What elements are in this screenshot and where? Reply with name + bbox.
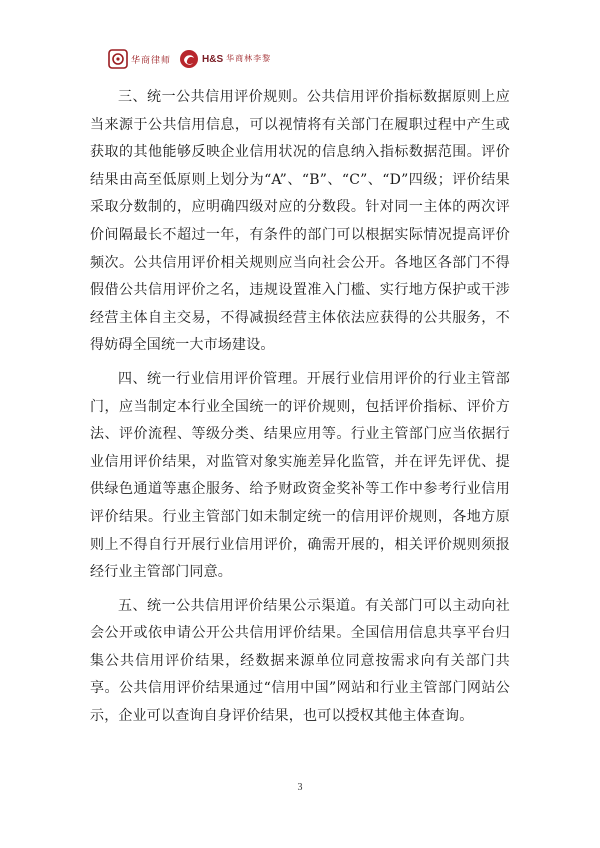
huashang-law-logo [108, 49, 171, 69]
huashang-logo-text: 华商律师 [131, 55, 172, 66]
huashang-seal-icon [108, 49, 128, 69]
hs-logo-sub-cn: 华商林李黎 [226, 54, 272, 63]
hs-swirl-icon [179, 49, 199, 69]
paragraph-unify-result-disclosure-channels: 五、统一公共信用评价结果公示渠道。有关部门可以主动向社会公开或依申请公开公共信用评价结果。全国信用信息共享平台归集公共信用评价结果，经数据来源单位同意按需求向有关部门共享。公共信用评价结果通过“信用中国”网站和行业主管部门网站公示，企业可以查询自身评价结果，也可以授权其他主体查询。 [90, 597, 510, 725]
document-body [90, 84, 510, 737]
hs-logo [179, 49, 271, 69]
paragraph-unify-industry-credit-management: 四、统一行业信用评价管理。开展行业信用评价的行业主管部门，应当制定本行业全国统一的评价规则，包括评价指标、评价方法、评价流程、等级分类、结果应用等。行业主管部门应当依据行业信用评价结果，对监管对象实施差异化监管，并在评先评优、提供绿色通道等惠企服务、给予财政资金奖补等工作中参考行业信用评价结果。行业主管部门如未制定统一的信用评价规则，各地方原则上不得自行开展行业信用评价，确需开展的，相关评价规则须报经行业主管部门同意。 [90, 370, 510, 581]
paragraph-unify-public-credit-rules: 三、统一公共信用评价规则。公共信用评价指标数据原则上应当来源于公共信用信息，可以视情将有关部门在履职过程中产生或获取的其他能够反映企业信用状况的信息纳入指标数据范围。评价结果由高至低原则上划分为“A”、“B”、“C”、“D”四级；评价结果采取分数制的，应明确四级对应的分数段。针对同一主体的两次评价间隔最长不超过一年，有条件的部门可以根据实际情况提高评价频次。公共信用评价相关规则应当向社会公开。各地区各部门不得假借公共信用评价之名，违规设置准入门槛、实行地方保护或干涉经营主体自主交易，不得减损经营主体依法应获得的公共服务，不得妨碍全国统一大市场建设。 [90, 89, 510, 354]
page-number: 3 [297, 782, 303, 793]
hs-logo-text: H&S [202, 53, 224, 65]
page-header [108, 47, 279, 71]
hs-logo-subtext [226, 55, 271, 63]
